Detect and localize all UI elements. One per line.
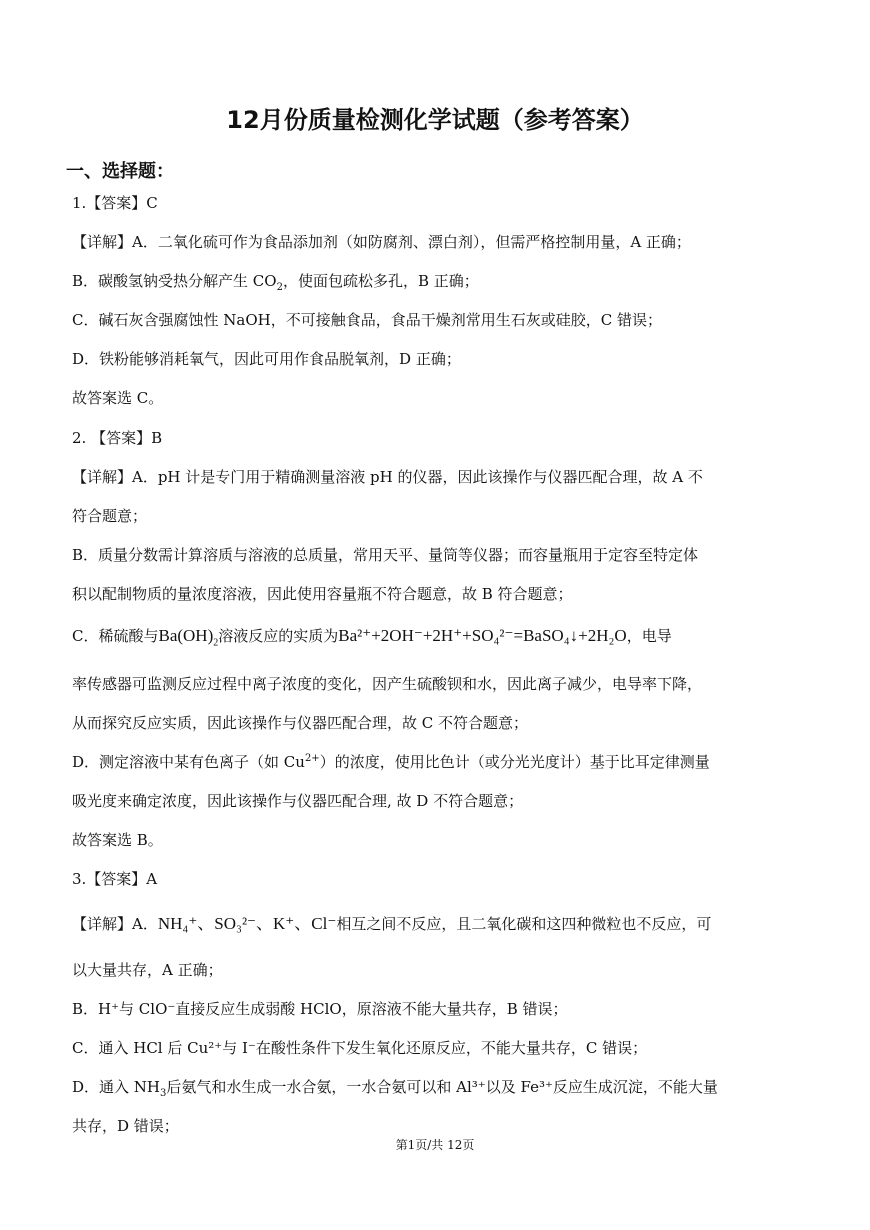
baoh2-formula <box>158 626 219 649</box>
q1-detail-d: D．铁粉能够消耗氧气，因此可用作食品脱氧剂，D 正确； <box>72 350 461 368</box>
q2-detail-c-3: 从而探究反应实质，因此该操作与仪器匹配合理，故 C 不符合题意； <box>72 714 529 732</box>
q1-detail-c: C．碱石灰含强腐蚀性 NaOH，不可接触食品，食品干燥剂常用生石灰或硅胶，C 错误； <box>72 311 662 329</box>
page-footer: 第1页/共 12页 <box>395 1138 475 1152</box>
q3-answer: 3.【答案】A <box>72 870 158 888</box>
page-title: 12月份质量检测化学试题（参考答案） <box>226 106 644 134</box>
q2-detail-b-1: B．质量分数需计算溶质与溶液的总质量，常用天平、量筒等仪器；而容量瓶用于定容至特定体 <box>72 546 699 564</box>
ion-list: NH₄⁺、SO₃²⁻、K⁺、Cl⁻ <box>157 914 337 933</box>
q3-detail-c: C．通入 HCl 后 Cu²⁺与 I⁻在酸性条件下发生氧化还原反应，不能大量共存，C 错误； <box>72 1039 648 1057</box>
q1-detail-b <box>72 271 812 291</box>
q2-answer: 2. 【答案】B <box>72 429 163 447</box>
q2-detail-d-2: 吸光度来确定浓度，因此该操作与仪器匹配合理, 故 D 不符合题意； <box>72 792 524 810</box>
q2-detail-d-1 <box>72 752 812 772</box>
q2-detail-a-2: 符合题意； <box>72 507 148 525</box>
q2-d-pre: D．测定溶液中某有色离子（如 Cu <box>72 753 305 771</box>
q1-answer: 1.【答案】C <box>72 194 158 212</box>
q3-detail-d-2: 共存，D 错误； <box>72 1117 179 1135</box>
baoh2-sub: 2 <box>213 637 219 649</box>
q1-detail-b-pre: B．碳酸氢钠受热分解产生 CO <box>72 272 277 290</box>
q1-conclusion: 故答案选 C。 <box>72 389 164 407</box>
q2-c-pre: C．稀硫酸与 <box>72 627 159 645</box>
q3-a-pre: 【详解】A． <box>72 915 158 933</box>
q2-detail-a-1: 【详解】A．pH 计是专门用于精确测量溶液 pH 的仪器，因此该操作与仪器匹配合理，故 A 不 <box>72 468 703 486</box>
q2-c-mid: 溶液反应的实质为 <box>218 627 339 645</box>
q2-detail-c-2: 率传感器可监测反应过程中离子浓度的变化，因产生硫酸钡和水，因此离子减少，电导率下降， <box>72 675 703 693</box>
q2-conclusion: 故答案选 B。 <box>72 831 163 849</box>
q3-a-post: 相互之间不反应，且二氧化碳和这四种微粒也不反应，可 <box>336 915 712 933</box>
baoh2-text: Ba(OH) <box>158 626 214 645</box>
q3-detail-a-2: 以大量共存，A 正确； <box>72 961 223 979</box>
q2-d-post: ）的浓度，使用比色计（或分光光度计）基于比耳定律测量 <box>319 753 710 771</box>
q2-d-sup: 2+ <box>304 753 320 764</box>
q3-d-pre: D．通入 NH <box>72 1078 161 1096</box>
q3-d-sub: 3 <box>160 1088 167 1099</box>
q2-detail-b-2: 积以配制物质的量浓度溶液，因此使用容量瓶不符合题意，故 B 符合题意； <box>72 585 573 603</box>
q2-c-post: ，电导 <box>626 627 672 645</box>
section-heading: 一、选择题： <box>66 161 174 182</box>
q3-detail-b: B．H⁺与 ClO⁻直接反应生成弱酸 HClO，原溶液不能大量共存，B 错误； <box>72 1000 568 1018</box>
q3-detail-d-1 <box>72 1077 812 1097</box>
ionic-equation: Ba²⁺+2OH⁻+2H⁺+SO₄²⁻=BaSO₄↓+2H₂O <box>338 626 627 645</box>
q1-detail-a: 【详解】A．二氧化硫可作为食品添加剂（如防腐剂、漂白剂），但需严格控制用量，A 正确； <box>72 233 691 251</box>
q1-detail-b-post: ，使面包疏松多孔，B 正确； <box>282 272 479 290</box>
q3-detail-a-1 <box>72 914 812 934</box>
q2-detail-c-1 <box>72 626 812 649</box>
q1-detail-b-sub: 2 <box>276 282 283 293</box>
q3-d-post: 后氨气和水生成一水合氨，一水合氨可以和 Al³⁺以及 Fe³⁺反应生成沉淀，不能大量 <box>166 1078 718 1096</box>
